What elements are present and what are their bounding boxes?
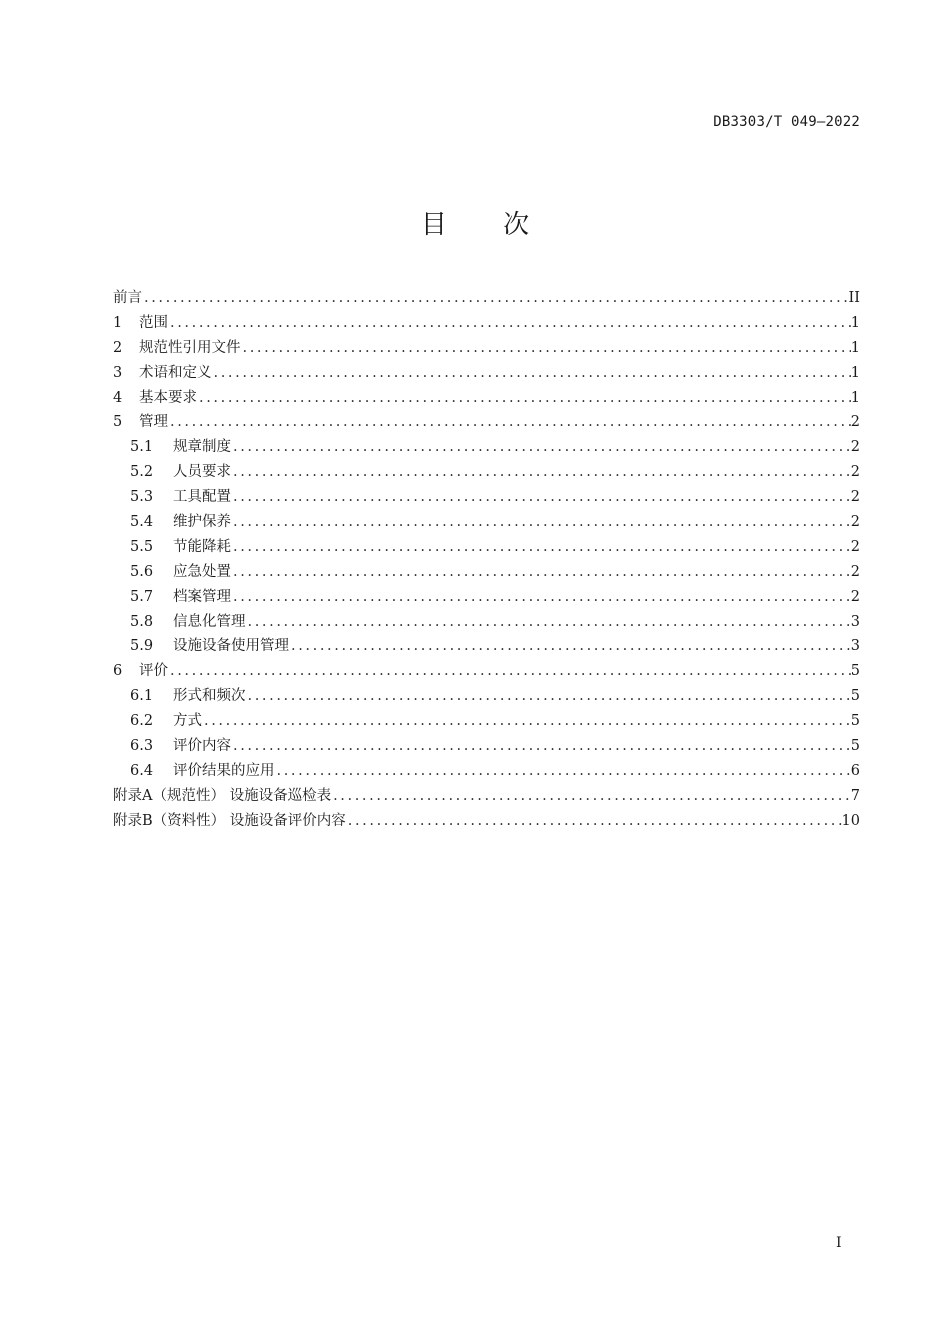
toc-entry-title: 工具配置: [173, 489, 231, 506]
toc-entry-title: 附录A（规范性） 设施设备巡检表: [113, 787, 332, 804]
toc-entry[interactable]: [113, 460, 860, 485]
toc-entry-number: 5.4: [130, 514, 154, 531]
toc-leader-dots: [142, 290, 849, 306]
toc-entry-number: 6: [113, 663, 123, 680]
toc-entry-title: 术语和定义: [139, 364, 212, 381]
toc-leader-dots: [241, 340, 851, 356]
toc-entry[interactable]: [113, 510, 860, 535]
toc-entry[interactable]: [113, 709, 860, 734]
toc-entry-page: 5: [850, 688, 860, 705]
toc-leader-dots: [168, 315, 851, 331]
toc-entry-page: 1: [850, 314, 860, 331]
toc-entry-page: 1: [850, 364, 860, 381]
toc-entry[interactable]: [113, 659, 860, 684]
toc-leader-dots: [289, 638, 851, 654]
toc-entry-number: 5.5: [130, 538, 154, 555]
toc-entry-number: 6.1: [130, 688, 154, 705]
toc-entry-number: 5.2: [130, 464, 154, 481]
toc-entry-title: 档案管理: [173, 588, 231, 605]
toc-entry-title: 人员要求: [173, 464, 231, 481]
toc-entry-number: 5.3: [130, 489, 154, 506]
toc-entry-title: 应急处置: [173, 563, 231, 580]
toc-entry-title: 附录B（资料性） 设施设备评价内容: [113, 812, 346, 829]
toc-entry-page: 7: [850, 787, 860, 804]
toc-entry-title: 设施设备使用管理: [173, 638, 289, 655]
toc-entry-title: 评价结果的应用: [173, 762, 275, 779]
toc-entry-title: 方式: [173, 713, 202, 730]
toc-entry-title: 评价内容: [173, 738, 231, 755]
toc-entry-number: 6.4: [130, 762, 154, 779]
toc-entry-page: 2: [850, 538, 860, 555]
toc-entry[interactable]: [113, 634, 860, 659]
toc-entry-number: 4: [113, 389, 123, 406]
toc-leader-dots: [231, 589, 851, 605]
toc-leader-dots: [197, 390, 851, 406]
toc-leader-dots: [231, 514, 851, 530]
toc-entry-page: 1: [850, 389, 860, 406]
footer-page-number: I: [836, 1235, 842, 1251]
toc-entry-page: 2: [850, 563, 860, 580]
toc-leader-dots: [231, 464, 851, 480]
toc-entry-page: 3: [850, 613, 860, 630]
toc-entry-page: 2: [850, 489, 860, 506]
toc-entry-number: 2: [113, 339, 123, 356]
toc-leader-dots: [202, 713, 851, 729]
toc-entry-page: 5: [850, 713, 860, 730]
toc-entry[interactable]: [113, 286, 860, 311]
toc-entry[interactable]: [113, 361, 860, 386]
toc-entry-page: 2: [850, 464, 860, 481]
toc-entry[interactable]: [113, 585, 860, 610]
toc-entry-page: II: [848, 290, 860, 306]
toc-entry[interactable]: [113, 809, 860, 834]
toc-entry-number: 5.7: [130, 588, 154, 605]
toc-entry-title: 形式和频次: [173, 688, 246, 705]
page-title: 目 次: [420, 210, 554, 240]
toc-entry[interactable]: [113, 386, 860, 411]
toc-entry[interactable]: [113, 734, 860, 759]
toc-entry-title: 规章制度: [173, 439, 231, 456]
toc-leader-dots: [246, 614, 851, 630]
document-code: DB3303/T 049—2022: [713, 114, 860, 130]
toc-entry[interactable]: [113, 410, 860, 435]
toc-entry-number: 5.8: [130, 613, 154, 630]
toc-entry[interactable]: [113, 535, 860, 560]
toc-entry-title: 前言: [113, 290, 142, 306]
toc-entry-title: 基本要求: [139, 389, 197, 406]
toc-entry[interactable]: [113, 311, 860, 336]
toc-entry-title: 评价: [139, 663, 168, 680]
toc-leader-dots: [231, 738, 851, 754]
toc-entry-title: 维护保养: [173, 514, 231, 531]
toc-entry[interactable]: [113, 485, 860, 510]
toc-entry[interactable]: [113, 759, 860, 784]
toc-entry-page: 2: [850, 514, 860, 531]
toc-entry-number: 1: [113, 314, 123, 331]
toc-entry-page: 5: [850, 663, 860, 680]
toc-entry-page: 1: [850, 339, 860, 356]
toc-leader-dots: [231, 564, 851, 580]
toc-entry[interactable]: [113, 784, 860, 809]
toc-leader-dots: [231, 489, 851, 505]
toc-entry[interactable]: [113, 610, 860, 635]
table-of-contents: [113, 286, 860, 834]
toc-entry-page: 5: [850, 738, 860, 755]
toc-entry-number: 6.2: [130, 713, 154, 730]
toc-leader-dots: [168, 414, 851, 430]
toc-entry-page: 2: [850, 439, 860, 456]
toc-entry-page: 10: [841, 812, 860, 829]
toc-leader-dots: [275, 763, 851, 779]
toc-leader-dots: [246, 688, 851, 704]
toc-entry[interactable]: [113, 435, 860, 460]
toc-entry-number: 5.6: [130, 563, 154, 580]
toc-entry-title: 规范性引用文件: [139, 339, 241, 356]
toc-leader-dots: [168, 663, 851, 679]
toc-entry-number: 5.1: [130, 439, 154, 456]
toc-entry-title: 范围: [139, 314, 168, 331]
toc-entry-number: 3: [113, 364, 123, 381]
toc-entry-page: 3: [850, 638, 860, 655]
toc-leader-dots: [331, 788, 851, 804]
toc-entry[interactable]: [113, 336, 860, 361]
toc-entry-page: 2: [850, 414, 860, 431]
toc-leader-dots: [231, 539, 851, 555]
toc-entry-number: 5.9: [130, 638, 154, 655]
toc-leader-dots: [231, 439, 851, 455]
toc-entry-number: 6.3: [130, 738, 154, 755]
toc-entry-title: 管理: [139, 414, 168, 431]
toc-entry[interactable]: [113, 560, 860, 585]
toc-entry-page: 6: [850, 762, 860, 779]
toc-entry-title: 信息化管理: [173, 613, 246, 630]
toc-entry-number: 5: [113, 414, 123, 431]
toc-entry-page: 2: [850, 588, 860, 605]
toc-leader-dots: [212, 365, 851, 381]
toc-entry-title: 节能降耗: [173, 538, 231, 555]
toc-entry[interactable]: [113, 684, 860, 709]
toc-leader-dots: [346, 813, 842, 829]
